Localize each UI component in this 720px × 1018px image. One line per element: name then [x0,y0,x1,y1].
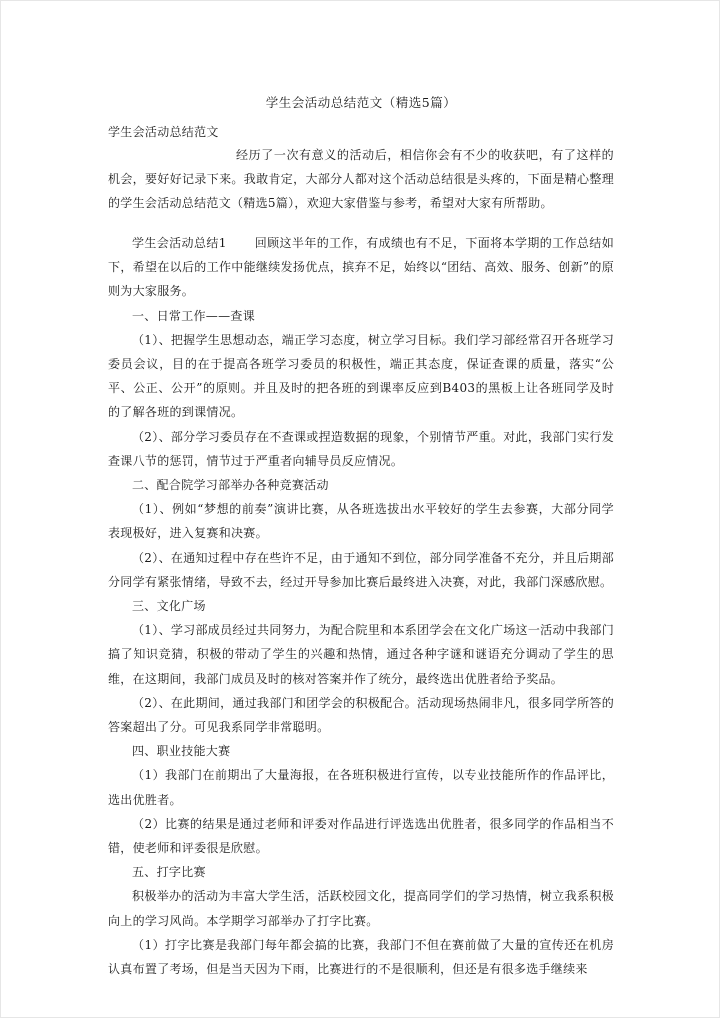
document-subtitle: 学生会活动总结范文 [108,125,219,139]
section-item: （2）、在此期间，通过我部门和团学会的积极配合。活动现场热闹非凡，很多同学所答的答案超出了分。可见我系同学非常聪明。 [108,695,614,735]
section-item: （2）比赛的结果是通过老师和评委对作品进行评选选出优胜者，很多同学的作品相当不错，使老师和评委很是欣慰。 [108,816,614,856]
summary-content [108,231,614,981]
summary-lead-paragraph [108,231,614,304]
intro-paragraph: 经历了一次有意义的活动后，相信你会有不少的收获吧，有了这样的机会，要好好记录下来。我敢肯定，大部分人都对这个活动总结很是头疼的，下面是精心整理的学生会活动总结范文（精选5篇），欢迎大家借鉴与参考，希望对大家有所帮助。 [108,148,614,211]
section-item: 积极举办的活动为丰富大学生活，活跃校园文化，提高同学们的学习热情，树立我系积极向上的学习风尚。本学期学习部举办了打字比赛。 [108,889,614,928]
section-heading: 四、职业技能大赛 [132,744,231,759]
section-heading: 一、日常工作——查课 [132,308,256,323]
section-item: （1）打字比赛是我部门每年都会搞的比赛，我部门不但在赛前做了大量的宣传还在机房认真布置了考场，但是当天因为下雨，比赛进行的不是很顺利，但还是有很多选手继续来 [108,937,614,977]
section-heading: 二、配合院学习部举办各种竞赛活动 [132,478,329,493]
section-heading: 五、打字比赛 [132,865,206,880]
summary-label: 学生会活动总结1 [132,236,227,250]
section-item: （1）、把握学生思想动态，端正学习态度，树立学习目标。我们学习部经常召开各班学习委员会议，目的在于提高各班学习委员的积极性，端正其态度，保证查课的质量，落实“公平、公正、公开”的原则。并且及时的把各班的到课率反应到B403的黑板上让各班同学及时的了解各班的到课情况。 [108,332,614,420]
section-item: （1）、学习部成员经过共同努力，为配合院里和本系团学会在文化广场这一活动中我部门搞了知识竞猜，积极的带动了学生的兴趣和热情，通过各种字谜和谜语充分调动了学生的思维，在这期间，我部门成员及时的核对答案并作了统分，最终选出优胜者给予奖品。 [108,623,614,686]
document-title: 学生会活动总结范文（精选5篇） [265,95,457,110]
section-item: （1）我部门在前期出了大量海报，在各班积极进行宣传，以专业技能所作的作品评比，选出优胜者。 [108,768,614,807]
section-item: （2）、在通知过程中存在些许不足，由于通知不到位，部分同学准备不充分，并且后期部分同学有紧张情绪，导致不去，经过开导参加比赛后最终进入决赛，对此，我部门深感欣慰。 [108,550,614,589]
summary-lead-text: 回顾这半年的工作，有成绩也有不足，下面将本学期的工作总结如下，希望在以后的工作中能继续发扬优点，摈弃不足，始终以“团结、高效、服务、创新”的原则为大家服务。 [108,236,614,299]
section-heading: 三、文化广场 [132,599,206,614]
section-item: （1）、例如“梦想的前奏”演讲比赛，从各班选拔出水平较好的学生去参赛，大部分同学表现极好，进入复赛和决赛。 [108,502,614,541]
section-item: （2）、部分学习委员存在不查课或捏造数据的现象，个别情节严重。对此，我部门实行发查课八节的惩罚，情节过于严重者向辅导员反应情况。 [108,429,614,468]
